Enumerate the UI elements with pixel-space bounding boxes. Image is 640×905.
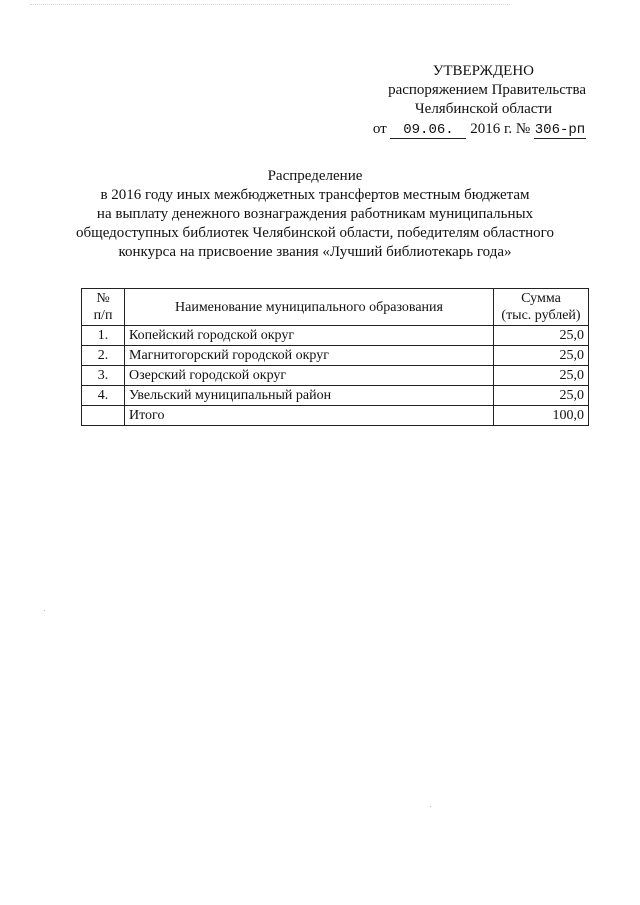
approval-stamp-block: [346, 62, 586, 139]
total-num: [82, 406, 125, 426]
row-sum: 25,0: [494, 346, 589, 366]
row-num: 2.: [82, 346, 125, 366]
table-row: [82, 326, 589, 346]
scan-speck: [44, 610, 45, 611]
heading-line-4: общедоступных библиотек Челябинской области, победителям областного: [76, 225, 554, 241]
heading-line-3: на выплату денежного вознаграждения работникам муниципальных: [96, 206, 534, 222]
header-num-abbr: п/п: [93, 308, 113, 323]
row-name: Увельский муниципальный район: [125, 386, 494, 406]
heading-line-5: конкурса на присвоение звания «Лучший библиотекарь года»: [118, 244, 512, 260]
approval-year-text: 2016 г. №: [470, 121, 531, 137]
approval-number-value: 306-рп: [534, 122, 586, 138]
row-num: 3.: [82, 366, 125, 386]
row-sum: 25,0: [494, 366, 589, 386]
approval-from-prefix: от: [372, 121, 387, 137]
row-name: Копейский городской округ: [125, 326, 494, 346]
header-num-symbol: №: [96, 291, 110, 306]
heading-line-1: Распределение: [267, 168, 363, 184]
header-num: [82, 289, 125, 326]
approval-date-line: [346, 120, 586, 139]
table-row: [82, 386, 589, 406]
scan-speck: [430, 806, 431, 807]
heading-line-2: в 2016 году иных межбюджетных трансфертов местным бюджетам: [100, 187, 530, 203]
table-total-row: [82, 406, 589, 426]
approval-line-government: распоряжением Правительства: [388, 82, 586, 98]
row-num: 1.: [82, 326, 125, 346]
row-sum: 25,0: [494, 326, 589, 346]
approval-line-region: Челябинской области: [414, 101, 552, 117]
header-sum-title: Сумма: [521, 291, 561, 306]
row-name: Магнитогорский городской округ: [125, 346, 494, 366]
scan-artifact-line: [30, 4, 510, 6]
table-row: [82, 366, 589, 386]
total-sum: 100,0: [494, 406, 589, 426]
row-num: 4.: [82, 386, 125, 406]
approval-date-value: 09.06.: [390, 122, 466, 139]
table-header-row: [82, 289, 589, 326]
header-name: Наименование муниципального образования: [125, 289, 494, 326]
row-name: Озерский городской округ: [125, 366, 494, 386]
distribution-table: [81, 288, 589, 426]
table-row: [82, 346, 589, 366]
document-heading: [60, 167, 570, 262]
row-sum: 25,0: [494, 386, 589, 406]
approval-title: УТВЕРЖДЕНО: [432, 63, 534, 79]
header-sum-unit: (тыс. рублей): [501, 308, 581, 323]
total-label: Итого: [125, 406, 494, 426]
header-sum: [494, 289, 589, 326]
